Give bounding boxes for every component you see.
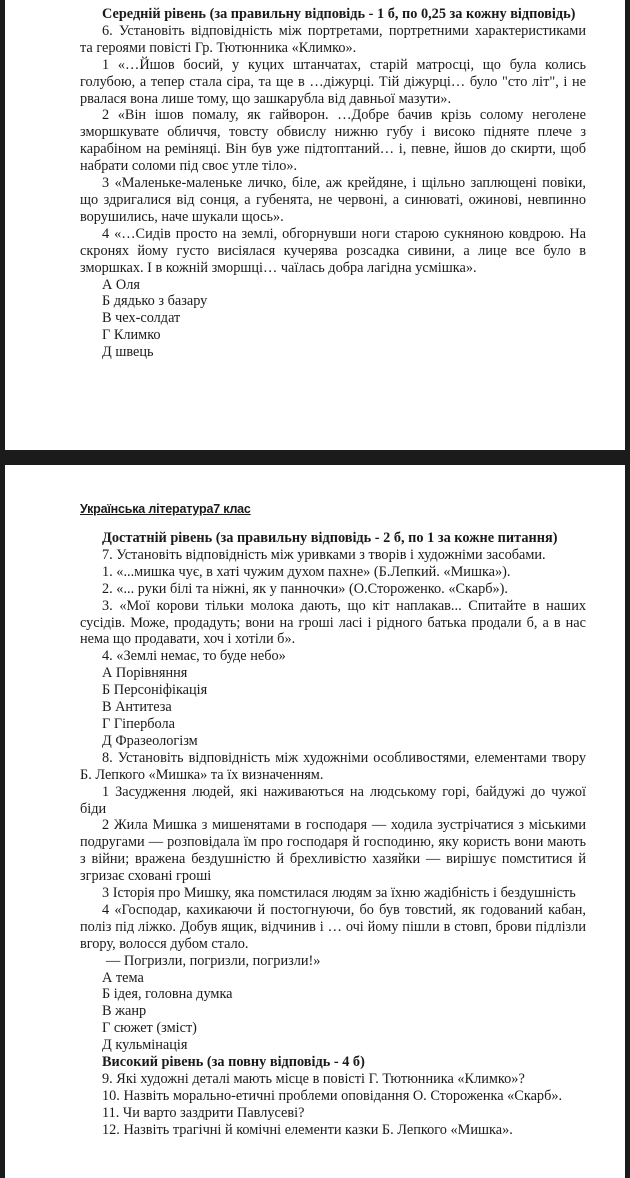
question-6: 6. Установіть відповідність між портретами, портретними характеристиками та героями повісті Гр. Тютюнника «Климко». (80, 22, 586, 56)
portrait-item-2: 2 «Він ішов помалу, як гайворон. …Добре бачив крізь солому неголене зморшкувате обличчя, товсту обвислу нижню губу і високо підняте плече з карабіном на реміняці. Він був уже підтоптаний… і, певне, йшов до скирти, щоб набрати соломи під своє утле тіло». (80, 107, 586, 175)
question-7: 7. Установіть відповідність між уривками з творів і художніми засобами. (102, 546, 546, 563)
question-11: 11. Чи варто заздрити Павлусеві? (102, 1104, 305, 1121)
section-heading-high: Високий рівень (за повну відповідь - 4 б) (102, 1054, 365, 1071)
excerpt-item-4: 4. «Землі немає, то буде небо» (102, 648, 286, 665)
question-12: 12. Назвіть трагічні й комічні елементи казки Б. Лепкого «Мишка». (102, 1121, 513, 1138)
portrait-item-3: 3 «Маленьке-маленьке личко, біле, аж крейдяне, і щільно заплющені повіки, що здригалися від сонця, а губенята, не червоні, а синюваті, ожинові, невпинно ворушились, наче шукали щось». (80, 175, 586, 225)
section-heading-sufficient: Достатній рівень (за правильну відповідь - 2 б, по 1 за кожне питання) (102, 530, 558, 546)
question-8: 8. Установіть відповідність між художніми особливостями, елементами твору Б. Лепкого «Мишка» та їх визначенням. (80, 749, 586, 783)
excerpt-item-2: 2. «... руки білі та ніжні, як у панночки» (О.Стороженко. «Скарб»). (102, 580, 508, 597)
excerpt-item-3: 3. «Мої корови тільки молока дають, що кіт наплакав... Спитайте в наших сусідів. Може, продадуть; вони на гроші ласі і рідного батька продали б, а в нас нема що продавати, хоч і хотіли б». (80, 597, 586, 648)
portrait-item-4: 4 «…Сидів просто на землі, обгорнувши ноги старою сукняною ковдрою. На скронях йому густо висіялася кучерява розсадка сивини, а лице все було в зморшках. І в кожній зморшці… чаїлась добра лагідна усмішка». (80, 225, 586, 276)
feature-item-3: 3 Історія про Мишку, яка помстилася людям за їхню жадібність і бездушність (102, 885, 576, 902)
answer-option: В жанр (102, 1003, 147, 1020)
answer-option: Г сюжет (зміст) (102, 1020, 197, 1037)
feature-item-4: 4 «Господар, кахикаючи й постогнуючи, бо був товстий, як годований кабан, поліз під ліжко. Добув ящик, відчинив і … очі йому пішли в стовп, брови підлізли вгору, волосся дубом стало. (80, 901, 586, 952)
answer-option: В Антитеза (102, 699, 172, 716)
document-page-1 (5, 0, 625, 450)
answer-option: Б Персоніфікація (102, 682, 208, 699)
answer-option: А тема (102, 969, 144, 986)
page-1-text (80, 6, 586, 361)
feature-item-1: 1 Засудження людей, які наживаються на людському горі, байдужі до чужої біди (80, 783, 586, 817)
answer-option: Г Климко (102, 327, 161, 344)
excerpt-item-1: 1. «...мишка чує, в хаті чужим духом пахне» (Б.Лепкий. «Мишка»). (102, 563, 511, 580)
answer-option: Д Фразеологізм (102, 732, 198, 749)
feature-item-2: 2 Жила Мишка з мишенятами в господаря — ходила зустрічатися з міськими подругами — розповідала їм про господаря й господиню, яку користь вони мають з війни; вражена бездушністю й брехливістю хазяйки — вирішує помститися й згризає сховані гроші (80, 817, 586, 885)
document-title: Українська література7 клас (80, 502, 251, 516)
answer-option: Г Гіпербола (102, 715, 175, 732)
answer-option: Б дядько з базару (102, 293, 208, 310)
question-10: 10. Назвіть морально-етичні проблеми оповідання О. Стороженка «Скарб». (102, 1087, 563, 1104)
quote-ending: — Погризли, погризли, погризли!» (106, 952, 321, 969)
answer-option: В чех-солдат (102, 310, 181, 327)
page-2-text (80, 530, 586, 1139)
answer-option: А Порівняння (102, 665, 188, 682)
question-9: 9. Які художні деталі мають місце в повісті Г. Тютюнника «Климко»? (102, 1071, 525, 1087)
portrait-item-1: 1 «…Йшов босий, у куцих штанчатах, старій матросці, що була колись голубою, а тепер стала сіра, та ще в …діжурці. Тій діжурці… було "сто літ", і не рвалася вона лише тому, що зашкарубла від давньої мазути». (80, 56, 586, 107)
answer-option: Б ідея, головна думка (102, 986, 233, 1003)
answer-option: Д швець (102, 344, 154, 361)
answer-option: Д кульмінація (102, 1037, 188, 1054)
document-page-2 (5, 465, 625, 1178)
answer-option: А Оля (102, 276, 140, 293)
section-heading-medium: Середній рівень (за правильну відповідь - 1 б, по 0,25 за кожну відповідь) (102, 6, 576, 22)
